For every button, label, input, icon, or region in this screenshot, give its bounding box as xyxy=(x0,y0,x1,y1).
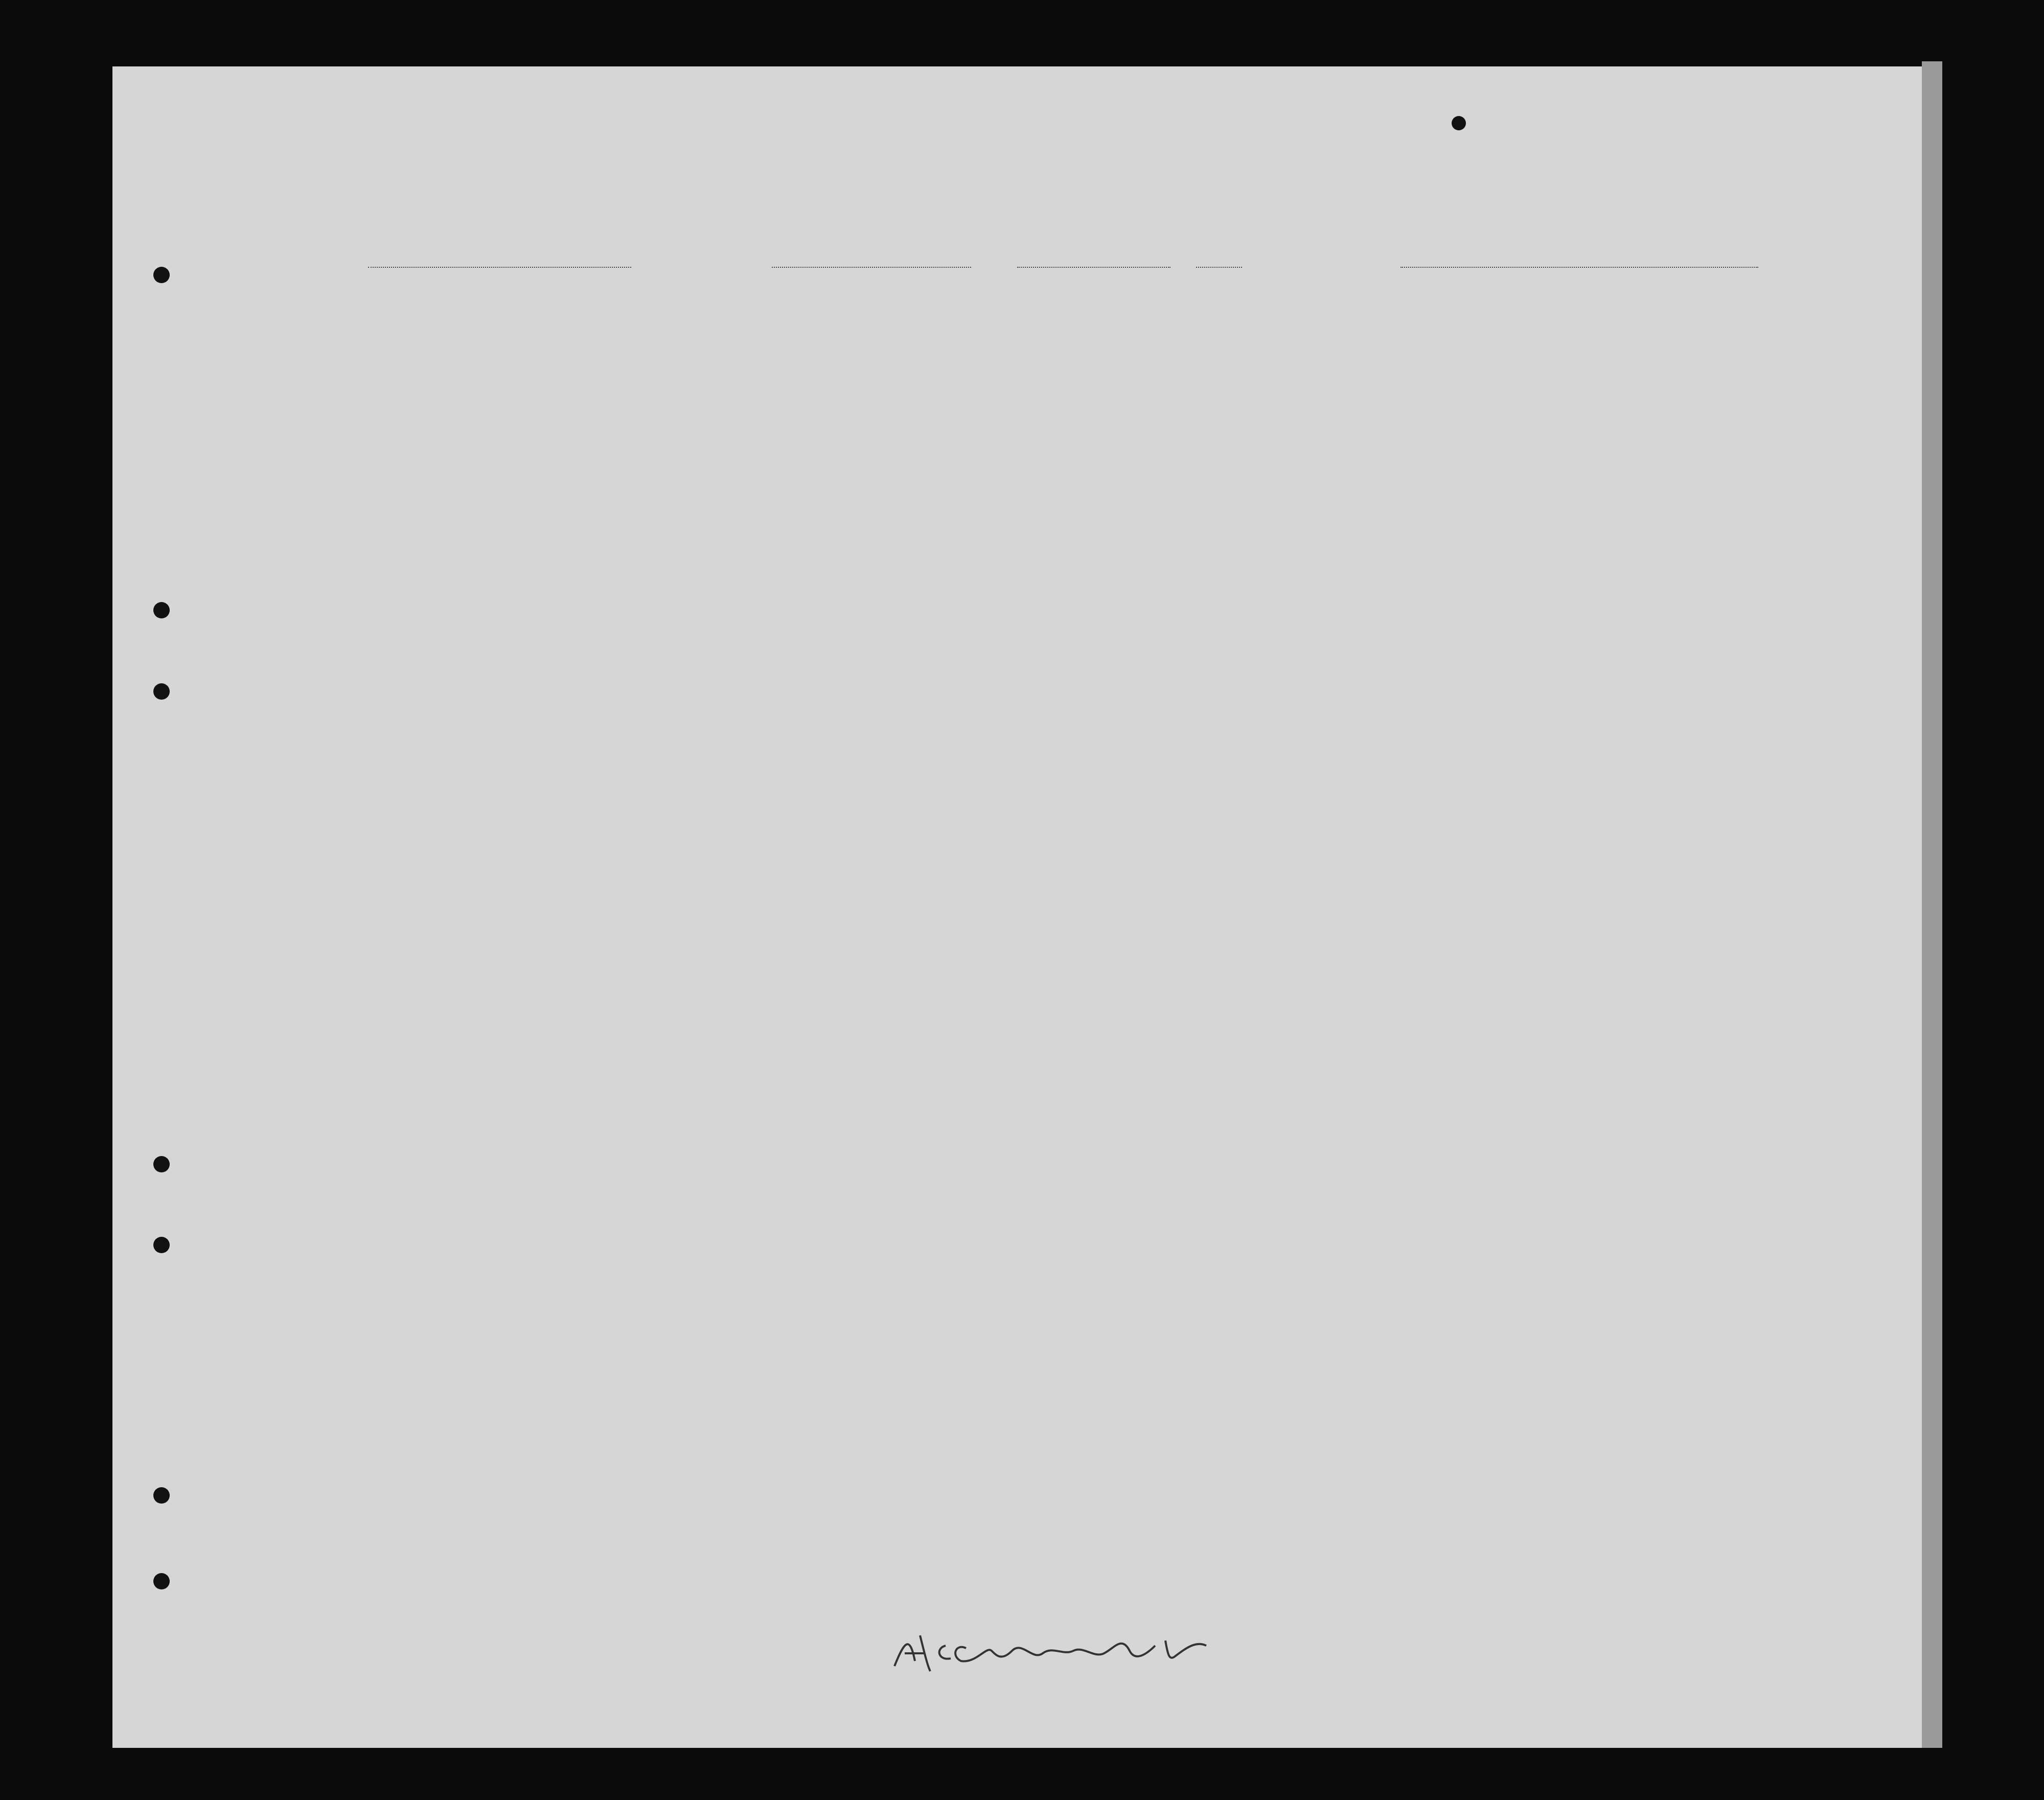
punch-hole xyxy=(153,1156,170,1172)
punch-hole xyxy=(153,1487,170,1504)
sheet-edge xyxy=(1922,61,1942,1748)
punch-hole xyxy=(153,267,170,283)
dotted-rule xyxy=(368,267,631,268)
dotted-rule xyxy=(1017,267,1170,268)
punch-hole xyxy=(153,683,170,700)
punch-hole xyxy=(1452,116,1466,130)
dotted-rule xyxy=(772,267,971,268)
punch-hole xyxy=(153,1237,170,1253)
dotted-rule xyxy=(1400,267,1758,268)
punch-hole xyxy=(153,1573,170,1589)
inspector-signature xyxy=(889,1625,1216,1681)
punch-hole xyxy=(153,602,170,618)
dotted-rule xyxy=(1196,267,1242,268)
manifest-sheet xyxy=(112,66,1922,1748)
